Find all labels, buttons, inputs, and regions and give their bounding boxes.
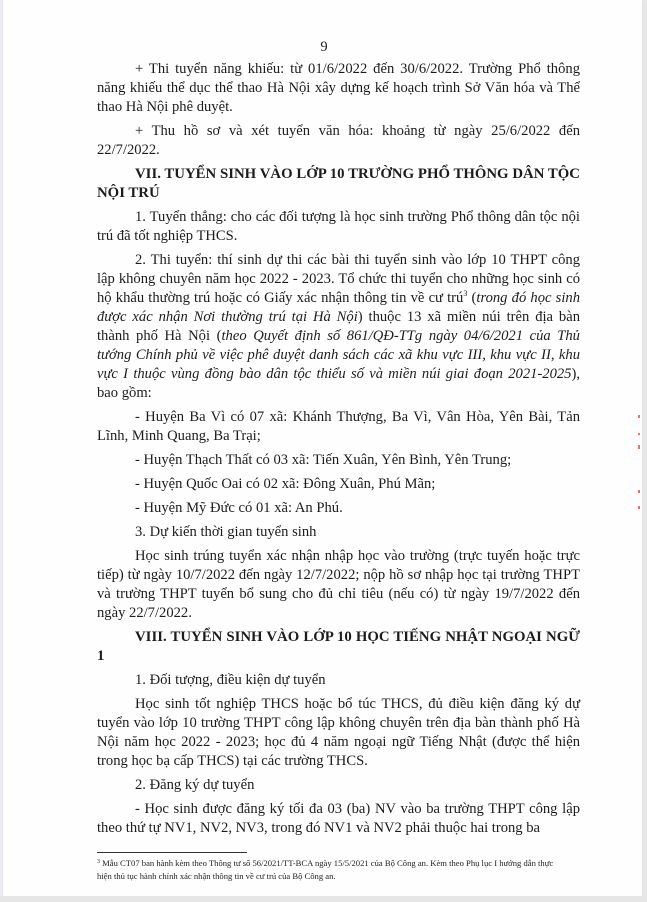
footnote-reference[interactable]: 3 <box>463 289 468 298</box>
footnote-marker: 3 <box>97 859 100 865</box>
list-item-ba-vi: - Huyện Ba Vì có 07 xã: Khánh Thượng, Ba Vì, Vân Hòa, Yên Bài, Tản Lĩnh, Minh Quang, Ba Trại; <box>97 409 580 444</box>
paragraph-thu-ho-so: + Thu hồ sơ và xét tuyển văn hóa: khoảng từ ngày 25/6/2022 đến 22/7/2022. <box>97 123 580 158</box>
paragraph-nang-khieu: + Thi tuyển năng khiếu: từ 01/6/2022 đến 30/6/2022. Trường Phổ thông năng khiếu thể dục thể thao Hà Nội xây dựng kế hoạch trình Sở Văn hóa và Thể thao Hà Nội phê duyệt. <box>97 61 580 115</box>
italic-text: theo Quyết định số 861/QĐ-TTg ngày 04/6/2021 của Thủ tướng Chính phủ về việc phê duyệt danh sách các xã khu vực III, khu vực II, khu vực I thuộc vùng đồng bào dân tộc thiểu số và miền núi giai đoạn 2021-2025 <box>97 328 580 382</box>
text-run: ) thuộc 13 xã miền núi trên địa bàn thành phố Hà Nội ( <box>97 309 580 344</box>
text-run: ), bao gồm: <box>97 366 580 401</box>
footnote-separator <box>97 852 247 853</box>
footnote-area <box>97 852 580 882</box>
paragraph-thi-tuyen <box>97 251 580 403</box>
document-body <box>97 60 580 882</box>
paragraph-xac-nhan-nhap-hoc: Học sinh trúng tuyển xác nhận nhập học vào trường (trực tuyến hoặc trực tiếp) từ ngày 10/7/2022 đến ngày 12/7/2022; nộp hồ sơ nhập học tại trường THPT và trường THPT tuyển bổ sung cho đủ chỉ tiêu (nếu có) từ ngày 19/7/2022 đến ngày 22/7/2022. <box>97 548 580 621</box>
artifact-mark <box>638 433 640 435</box>
text-run: ( <box>467 290 477 306</box>
list-item-my-duc: - Huyện Mỹ Đức có 01 xã: An Phú. <box>135 500 343 516</box>
footnote-text: Mẫu CT07 ban hành kèm theo Thông tư số 56/2021/TT-BCA ngày 15/5/2021 của Bộ Công an. Kèm theo Phụ lục I hướng dẫn thực hiện thủ tục hành chính xác nhận thông tin về cư trú của Bộ Công an. <box>97 858 554 881</box>
paragraph-tuyen-thang: 1. Tuyển thẳng: cho các đối tượng là học sinh trường Phổ thông dân tộc nội trú đã tốt nghiệp THCS. <box>97 209 580 244</box>
list-item-quoc-oai: - Huyện Quốc Oai có 02 xã: Đông Xuân, Phú Mãn; <box>135 476 436 492</box>
list-item-thach-that: - Huyện Thạch Thất có 03 xã: Tiến Xuân, Yên Bình, Yên Trung; <box>135 452 512 468</box>
artifact-mark <box>638 415 640 418</box>
paragraph-dang-ky: 2. Đăng ký dự tuyển <box>135 777 255 793</box>
paragraph-dieu-kien: Học sinh tốt nghiệp THCS hoặc bổ túc THCS, đủ điều kiện đăng ký dự tuyển vào lớp 10 trường THPT công lập không chuyên trên địa bàn thành phố Hà Nội năm học 2022 - 2023; học đủ 4 năm ngoại ngữ Tiếng Nhật (được thể hiện trong học bạ cấp THCS) tại các trường THCS. <box>97 696 580 769</box>
paragraph-du-kien: 3. Dự kiến thời gian tuyển sinh <box>135 524 317 540</box>
footnote <box>97 857 567 882</box>
italic-text: trong đó học sinh được xác nhận Nơi thường trú tại Hà Nội <box>97 290 580 325</box>
section-heading-vii: VII. TUYỂN SINH VÀO LỚP 10 TRƯỜNG PHỔ THÔNG DÂN TỘC NỘI TRÚ <box>97 166 580 201</box>
scan-artifact-marks <box>638 405 641 515</box>
paragraph-doi-tuong: 1. Đối tượng, điều kiện dự tuyển <box>135 672 326 688</box>
page-number: 9 <box>320 39 328 55</box>
paragraph-nguyen-vong: - Học sinh được đăng ký tối đa 03 (ba) NV vào ba trường THPT công lập theo thứ tự NV1, NV2, NV3, trong đó NV1 và NV2 phải thuộc hai trong ba <box>97 801 580 836</box>
section-heading-viii: VIII. TUYỂN SINH VÀO LỚP 10 HỌC TIẾNG NHẬT NGOẠI NGỮ 1 <box>97 629 580 664</box>
artifact-mark <box>638 490 640 493</box>
text-run: 2. Thi tuyển: thí sinh dự thi các bài thi tuyển sinh vào lớp 10 THPT công lập không chuyên năm học 2022 - 2023. Tổ chức thi tuyển cho những học sinh có hộ khẩu thường trú hoặc có Giấy xác nhận thông tin về cư trú <box>97 252 580 306</box>
artifact-mark <box>638 506 640 509</box>
artifact-mark <box>638 445 640 449</box>
